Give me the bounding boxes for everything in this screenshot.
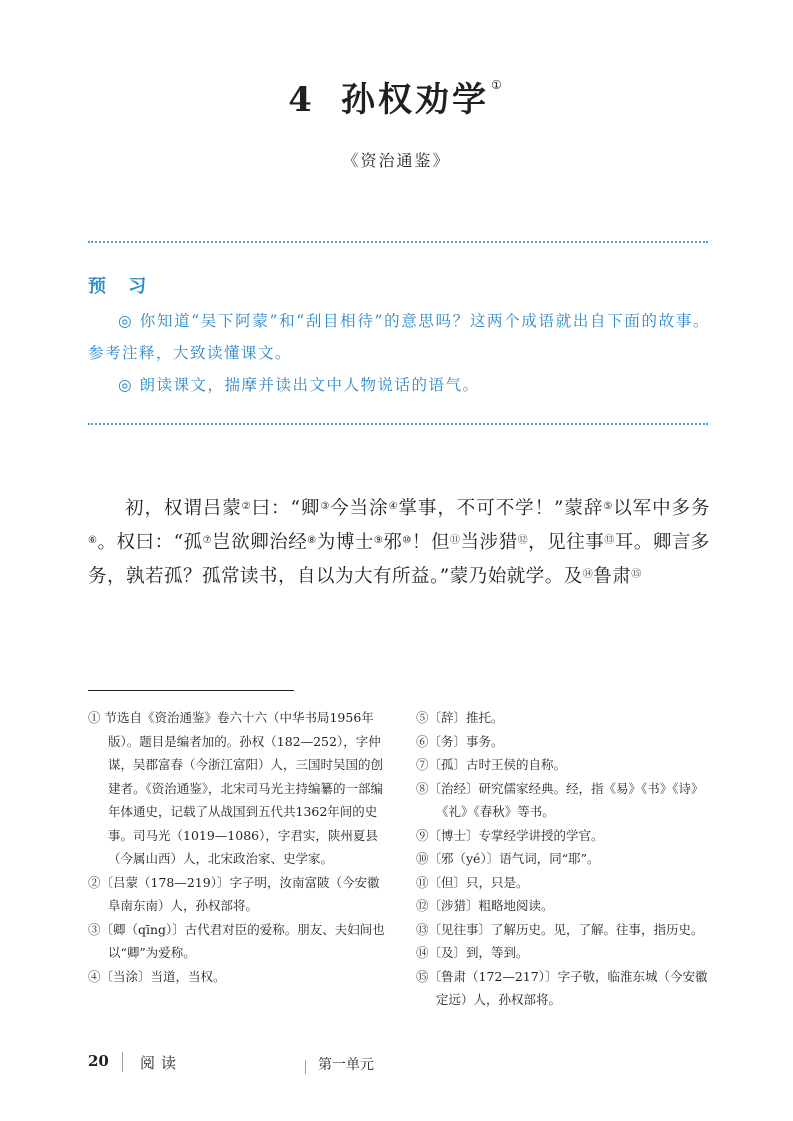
footnote: ②〔吕蒙（178—219）〕字子明，汝南富陂（今安徽阜南东南）人，孙权部将。 — [88, 874, 380, 913]
footnote: ⑪〔但〕只，只是。 — [416, 874, 529, 890]
body-text-segment: 邪 — [383, 532, 403, 553]
footnotes-right-column — [416, 706, 716, 1012]
body-text-segment: ！但 — [411, 532, 450, 553]
footer-separator — [305, 1060, 306, 1074]
footnote: ⑩〔邪（yé）〕语气词，同“耶”。 — [416, 851, 600, 866]
note-reference: ⑦ — [202, 535, 213, 546]
body-text-segment: 今当涂 — [330, 498, 389, 519]
body-text-segment: 当涉猎 — [460, 532, 518, 553]
lesson-title-text: 孙权劝学 — [340, 80, 489, 120]
body-text-segment: ，见往事 — [528, 532, 605, 553]
preview-bottom-divider — [88, 423, 708, 425]
body-text-segment: 以军中多务 — [613, 498, 711, 519]
note-reference: ⑭ — [582, 569, 594, 580]
note-reference: ⑤ — [603, 501, 614, 512]
note-reference: ⑬ — [604, 535, 615, 546]
footnote: ⑮〔鲁肃（172—217）〕字子敬，临淮东城（今安徽定远）人，孙权部将。 — [416, 968, 708, 1007]
preview-heading: 预 习 — [88, 276, 155, 297]
footer-separator — [122, 1052, 123, 1072]
footnote: ⑤〔辞〕推托。 — [416, 710, 504, 725]
footnote: ⑨〔博士〕专掌经学讲授的学官。 — [416, 827, 604, 843]
footnote: ⑧〔治经〕研究儒家经典。经，指《易》《书》《诗》《礼》《春秋》等书。 — [416, 780, 704, 819]
title-footnote-mark: ① — [490, 78, 505, 92]
body-text-segment: 初，权谓吕蒙 — [125, 498, 242, 519]
lesson-number: 4 — [288, 80, 315, 120]
note-reference: ④ — [388, 501, 399, 512]
note-reference: ⑫ — [517, 535, 529, 546]
note-reference: ⑨ — [373, 535, 384, 546]
note-reference: ⑧ — [307, 535, 317, 546]
lesson-title — [0, 72, 793, 121]
footnotes-left-column — [88, 706, 388, 988]
body-text-segment: 。权曰：“孤 — [97, 532, 203, 553]
body-text-segment: 鲁肃 — [593, 566, 632, 587]
note-reference: ③ — [320, 501, 331, 512]
footnote: ⑭〔及〕到，等到。 — [416, 945, 529, 960]
note-reference: ⑥ — [88, 535, 98, 546]
footnote: ⑬〔见往事〕了解历史。见，了解。往事，指历史。 — [416, 921, 704, 937]
body-text-segment: 耳。卿言多务，孰若孤？孤常读书，自以为大有所益。”蒙乃始就学。及 — [88, 532, 710, 587]
footer-section: 阅读 — [140, 1054, 183, 1072]
footnote: ③〔卿（qīng）〕古代君对臣的爱称。朋友、夫妇间也以“卿”为爱称。 — [88, 921, 385, 960]
preview-content — [88, 305, 710, 401]
footnote: ④〔当涂〕当道，当权。 — [88, 968, 226, 984]
preview-item: ◎ 朗读课文，揣摩并读出文中人物说话的语气。 — [118, 376, 480, 394]
note-reference: ⑩ — [402, 535, 412, 546]
footer-unit: 第一单元 — [318, 1057, 374, 1073]
preview-top-divider — [88, 241, 708, 243]
note-reference: ⑮ — [631, 569, 642, 580]
footnote-rule — [88, 690, 294, 691]
note-reference: ② — [241, 501, 252, 512]
footnote: ⑦〔孤〕古时王侯的自称。 — [416, 757, 567, 772]
preview-item: ◎ 你知道“吴下阿蒙”和“刮目相待”的意思吗？这两个成语就出自下面的故事。参考注释，大致读懂课文。 — [88, 312, 710, 362]
page-number: 20 — [88, 1052, 109, 1070]
body-text-segment: 掌事，不可不学！”蒙辞 — [398, 498, 604, 519]
body-text-segment: 岂欲卿治经 — [212, 532, 308, 553]
body-text-segment: 为博士 — [316, 532, 374, 553]
body-text-segment: 曰：“卿 — [251, 498, 321, 519]
lesson-body — [88, 492, 710, 594]
footnote: ① 节选自《资治通鉴》卷六十六（中华书局1956年版）。题目是编者加的。孙权（182—252），字仲谋，吴郡富春（今浙江富阳）人，三国时吴国的创建者。《资治通鉴》，北宋司马光主持编纂的一部编年体通史，记载了从战国到五代共1362年间的史事。司马光（1019—1086），字君实，陕州夏县（今属山西）人，北宋政治家、史学家。 — [88, 710, 384, 866]
footnote: ⑥〔务〕事务。 — [416, 733, 504, 749]
source-book: 《资治通鉴》 — [342, 151, 451, 170]
body-paragraph — [88, 492, 710, 594]
footnote: ⑫〔涉猎〕粗略地阅读。 — [416, 898, 554, 913]
note-reference: ⑪ — [449, 535, 461, 546]
